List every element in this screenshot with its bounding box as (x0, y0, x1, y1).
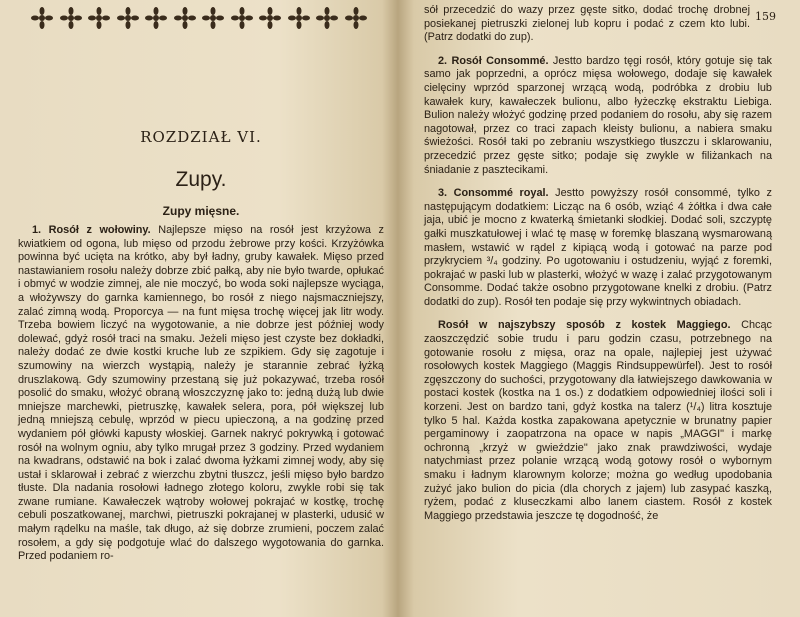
recipe-paragraph (424, 55, 772, 177)
flower-ornament-icon (287, 6, 311, 30)
flower-ornament-icon (116, 6, 140, 30)
recipe-title: 2. Rosół Consommé. (438, 54, 549, 67)
recipe-text: Jestto powyższy rosół consommé, tylko z następującym dodatkiem: Licząc na 6 osób, wziąć 4 żółtka i dwa całe jaja, ubić je mocno z kwaterką śmietanki słodkiej. Dodać soli, szczyptę gałki muszkatułowej i wlać tę masę w foremkę blaszaną wysmarowaną masłem, wstawić w rądel z kipiącą wodą i gotować na parze pod przykryciem ³/₄ godziny. Po ugotowaniu i ostudzeniu, wyjąć z foremki, pokrajać w paski lub w plasterki, włożyć w wazę i zalać przygotowanym Consomme. Dodać także osobno przygotowane knelki z drobiu. (Patrz dodatki do zup). Rosół ten podaje się przy wykwintnych obiadach. (424, 187, 773, 308)
subsection-title: Zupy mięsne. (162, 204, 240, 218)
recipe-title: 3. Consommé royal. (438, 187, 549, 200)
recipe-title: 1. Rosół z wołowiny. (32, 224, 151, 236)
recipe-paragraph (18, 224, 384, 564)
flower-ornament-icon (258, 6, 282, 30)
recipes-column (424, 55, 772, 524)
section-title: Zupy. (175, 168, 227, 191)
page-number: 159 (755, 10, 776, 23)
flower-ornament-icon (59, 6, 83, 30)
flower-ornament-icon (230, 6, 254, 30)
recipe-paragraph (424, 187, 772, 309)
continuation-paragraph: sół przecedzić do wazy przez gęste sitko, dodać trochę drobnej posiekanej pietruszki zielonej lub kopru i podać z czem kto lubi. (Patrz dodatki do zup). (424, 4, 750, 44)
floral-ornament-border (30, 6, 368, 30)
flower-ornament-icon (30, 6, 54, 30)
recipe-text: Jestto bardzo tęgi rosół, który gotuje się tak samo jak poprzedni, a oprócz mięsa wołowego, dodaje się kawałek cielęciny wprzód sparzonej wrzącą wodą, podróbka z drobiu lub kawałek kury, kawałeczek bulionu, albo łyżeczkę ekstraktu Liebiga. Bulion należy włożyć godzinę przed podaniem do rosołu, aby się razem nagotował, przez co traci zapach kleisty bulionu, a nabiera smaku świeżości. Rosół taki po zebraniu wszystkiego tłuszczu i sklarowaniu, przecedzić przez gęste sitko; podaje się zwykle w filiżankach na śniadanie z pasztecikami. (424, 54, 772, 176)
recipe-text: Najlepsze mięso na rosół jest krzyżowa z kwiatkiem od ogona, lub mięso od przodu żebrowe przy kości. Krzyżówka powinna być ucięta na krótko, aby był ładny, gruby kawałek. Mięso przed nastawianiem rosołu należy dobrze zbić pałką, aby nie było twarde, opłukać i obmyć w wodzie zimnej, ale nie moczyć, bo woda soki najlepsze wyciąga, a włożywszy do garnka kamiennego, bo rosół z niego najsmaczniejszy, zalać zimną wodą. Proporcya — na funt mięsa trochę więcej jak litr wody. Trzeba bowiem liczyć na wygotowanie, a nie dobrze jest później wody dolewać, gdyż rosół traci na smaku. Jeżeli mięso jest czyste bez dokładki, należy dodać ze dwie kostki kruche lub ze szpikiem. Gdy się zagotuje i szumowiny na wierzch wystąpią, należy je starannie zebrać łyżką druszlakową. Gdy szumowiny przestaną się już pokazywać, trzeba rosół posolić do smaku, włożyć obraną włoszczyznę jako to: jedną dużą lub dwie mniejsze marchewki, pietruszkę, kawałek selera, pora, pół większej lub jedną mniejszą cebulę, wprzód w piecu upieczoną, a na godzinę przed wydaniem pół główki kapusty włoskiej. Garnek nakryć pokrywką i gotować rosół na wolnym ogniu, aby tylko mrugał przez 3 godziny. Przed wydaniem na kwadrans, odstawić na bok i zalać dwoma łyżkami zimnej wody, aby się ustał i sklarował i zebrać z wierzchu zbytni tłuszcz, jeśli mięso było bardzo tłuste. Dla nadania rosołowi ładnego złotego koloru, zwykle robi się tak zwane rumiane. Kawałeczek wątroby wołowej pokrajać w kostkę, trochę cebuli poszatkowanej, marchwi, pietruszki pokrajanej w plasterki, udusić w małym rądelku na maśle, tak długo, aż się dobrze zrumieni, poczem zalać rosołem, a gdy się podgotuje wlać do dalszego wygotowania do garnka. Przed podaniem ro- (18, 224, 384, 563)
left-page (0, 0, 398, 617)
flower-ornament-icon (315, 6, 339, 30)
flower-ornament-icon (144, 6, 168, 30)
recipe-text: Chcąc zaoszczędzić sobie trudu i paru godzin czasu, potrzebnego na gotowanie rosołu z mięsa, oraz na opale, najlepiej jest używać rosołowych kostek Maggiego (Maggis Rindsuppewürfel). Jest to rosół zgęszczony do suchości, przygotowany dla łatwiejszego dawkowania w postaci kostek (kostka na 1 os.) z dodatkiem odpowiedniej ilości soli i korzeni. Jest on bardzo tani, gdyż kostka na talerz (¹/₄) litra kosztuje tylko 5 hal. Każda kostka zapakowana apetycznie w brunatny papier pergaminowy i zaopatrzona na opace w napis „MAGGI" i markę ochronną „krzyż w gwieździe" jako znak prawdziwości, wydaje natychmiast przez polanie wrzącą wodą gotowy rosół o wybornym smaku i ładnym klarownym kolorze; można go według upodobania zużyć jako bulion do picia (dla chorych z jajem) lub zasypać kaszką, ryżem, podać z kluseczkami albo lanem ciastem. Rosół z kostek Maggiego przedstawia jeszcze tę dogodność, że (424, 319, 772, 522)
flower-ornament-icon (87, 6, 111, 30)
recipe-paragraph (424, 319, 772, 523)
flower-ornament-icon (173, 6, 197, 30)
flower-ornament-icon (201, 6, 225, 30)
right-page (398, 0, 800, 617)
recipe-title: Rosół w najszybszy sposób z kostek Maggiego. (438, 319, 731, 332)
chapter-heading: ROZDZIAŁ VI. (140, 128, 262, 146)
flower-ornament-icon (344, 6, 368, 30)
